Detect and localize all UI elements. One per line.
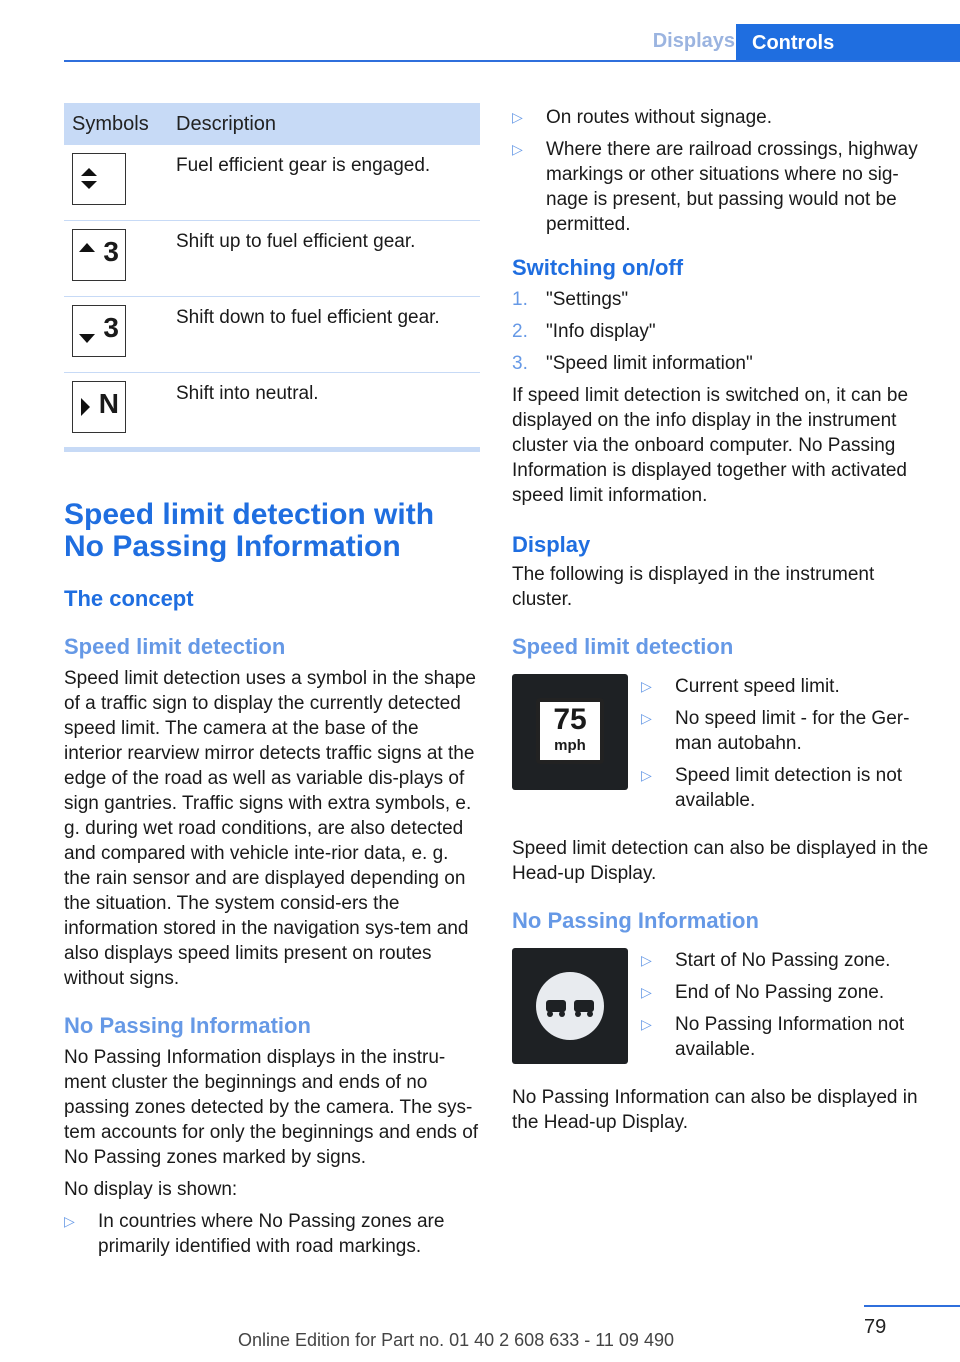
triangle-bullet-icon: ▷ xyxy=(641,984,652,1000)
speed-sign-icon: 75 mph xyxy=(536,698,604,764)
table-cell-description: Shift into neutral. xyxy=(176,383,319,404)
table-row xyxy=(64,297,480,373)
page-header xyxy=(0,24,960,62)
step-item: 3. "Speed limit information" xyxy=(512,353,753,374)
display-npi-heading: No Passing Information xyxy=(512,908,759,933)
sld-heading: Speed limit detection xyxy=(64,634,286,659)
shift-down-icon xyxy=(72,305,126,357)
step-item: 2. "Info display" xyxy=(512,321,656,342)
display-heading: Display xyxy=(512,532,591,557)
no-display-list-continued xyxy=(512,105,932,237)
sld-list xyxy=(641,674,932,820)
display-sld-heading: Speed limit detection xyxy=(512,634,734,659)
footer-rule xyxy=(864,1305,960,1307)
list-item: ▷ No Passing Information not available. xyxy=(641,1014,905,1060)
switching-paragraph: If speed limit detection is switched on, it can be displayed on the info display in the instrument cluster via the onboard computer. No Passing Information is displayed together with activated speed limit information. xyxy=(512,385,909,506)
triangle-bullet-icon: ▷ xyxy=(512,109,523,125)
gear-letter: N xyxy=(98,388,119,419)
triangle-bullet-icon: ▷ xyxy=(641,710,652,726)
concept-heading: The concept xyxy=(64,586,194,611)
list-item: ▷ Start of No Passing zone. xyxy=(641,950,891,971)
switching-heading: Switching on/off xyxy=(512,255,684,280)
triangle-bullet-icon: ▷ xyxy=(641,952,652,968)
npi-block xyxy=(512,948,932,1069)
npi-heading: No Passing Information xyxy=(64,1013,311,1038)
triangle-bullet-icon: ▷ xyxy=(641,1016,652,1032)
symbols-table xyxy=(64,103,480,452)
no-display-paragraph: No display is shown: xyxy=(64,1179,238,1200)
sld-hud-paragraph: Speed limit detection can also be displayed in the Head-up Display. xyxy=(512,838,929,884)
list-item: ▷ Speed limit detection is not available. xyxy=(641,765,903,811)
sld-paragraph: Speed limit detection uses a symbol in the shape of a traffic sign to display the currently detected speed limit. The camera at the base of the interior rearview mirror detects traffic signs at the edge of the road as well as variable dis-plays of sign gantries. Traffic signs with extra symbols, e. g. during wet road conditions, are also detected and compared with vehicle inte-rior data, e. g. the rain sensor and are displayed depending on the situation. The system consid-ers the information stored in the navigation sys-tem and also displays speed limits present on routes without signs. xyxy=(64,668,476,989)
no-passing-image xyxy=(512,948,628,1064)
table-header-row xyxy=(64,103,480,145)
table-cell-description: Fuel efficient gear is engaged. xyxy=(176,155,431,176)
no-passing-sign-icon xyxy=(536,972,604,1040)
display-paragraph: The following is displayed in the instrument cluster. xyxy=(512,564,875,610)
left-column xyxy=(64,103,480,1266)
table-cell-description: Shift down to fuel efficient gear. xyxy=(176,307,440,328)
gear-number: 3 xyxy=(103,236,119,267)
npi-hud-paragraph: No Passing Information can also be displayed in the Head-up Display. xyxy=(512,1087,918,1133)
table-cell-description: Shift up to fuel efficient gear. xyxy=(176,231,416,252)
triangle-bullet-icon: ▷ xyxy=(641,767,652,783)
header-rule xyxy=(64,60,960,62)
triangle-bullet-icon: ▷ xyxy=(64,1213,75,1229)
npi-list xyxy=(641,948,932,1069)
triangle-bullet-icon: ▷ xyxy=(512,141,523,157)
gear-number: 3 xyxy=(103,312,119,343)
shift-up-icon xyxy=(72,229,126,281)
neutral-icon xyxy=(72,381,126,433)
col-description: Description xyxy=(168,103,480,145)
sld-block xyxy=(512,674,932,820)
col-symbols: Symbols xyxy=(64,103,168,145)
edition-footer: Online Edition for Part no. 01 40 2 608 633 - 11 09 490 xyxy=(238,1330,674,1350)
list-item: ▷ On routes without signage. xyxy=(512,107,773,128)
npi-paragraph: No Passing Information displays in the instru-ment cluster the beginnings and ends of no passing zones detected by the camera. The sys-tem accounts for only the beginnings and ends of No Passing zones marked by signs. xyxy=(64,1047,479,1168)
speed-limit-image xyxy=(512,674,628,790)
table-row xyxy=(64,221,480,297)
table-row xyxy=(64,373,480,450)
page-number: 79 xyxy=(864,1316,887,1338)
gear-engaged-icon xyxy=(72,153,126,205)
list-item: ▷ No speed limit - for the Ger-man autobahn. xyxy=(641,708,910,754)
list-item: ▷ End of No Passing zone. xyxy=(641,982,885,1003)
list-item: ▷ In countries where No Passing zones are primarily identified with road markings. xyxy=(64,1211,445,1257)
list-item: ▷ Where there are railroad crossings, highway markings or other situations where no sig-nage is present, but passing would not be permitted. xyxy=(512,139,918,235)
section-title: Speed limit detection with No Passing Information xyxy=(64,498,435,563)
right-column xyxy=(512,103,932,1135)
step-item: 1. "Settings" xyxy=(512,289,629,310)
list-item: ▷ Current speed limit. xyxy=(641,676,840,697)
steps-list xyxy=(512,287,932,376)
tab-displays[interactable]: Displays xyxy=(652,30,735,52)
table-row xyxy=(64,145,480,221)
triangle-bullet-icon: ▷ xyxy=(641,678,652,694)
no-display-list xyxy=(64,1209,480,1259)
tab-controls[interactable]: Controls xyxy=(736,24,960,62)
